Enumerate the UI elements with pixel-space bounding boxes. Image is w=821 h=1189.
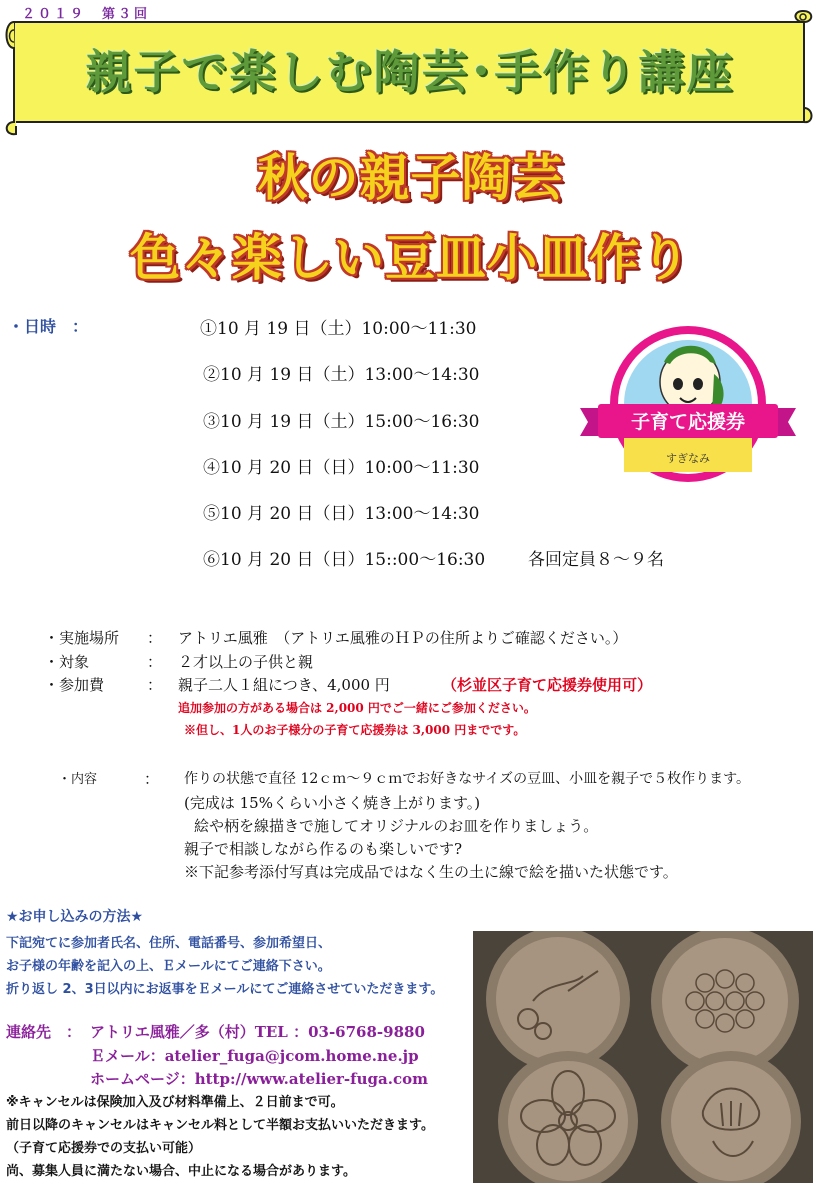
headline-1: 秋の親子陶芸 — [257, 149, 564, 207]
content-line-5: ※下記参考添付写真は完成品ではなく生の土に線で絵を描いた状態です。 — [184, 863, 678, 881]
content-sep: ： — [144, 770, 160, 788]
fee-extra-note: 追加参加の方がある場合は 2,000 円でご一緒にご参加ください。 — [178, 701, 536, 715]
session-1: ①10 月 19 日（土）10:00～11:30 — [200, 319, 477, 339]
schedule-label: ・日時 ： — [8, 317, 89, 336]
fee-value: 親子二人１組につき、4,000 円 — [178, 676, 390, 694]
content-line-2: (完成は 15%くらい小さく焼き上がります。) — [184, 794, 481, 812]
fee-coupon-note: （杉並区子育て応援券使用可） — [442, 676, 653, 694]
target-value: ２才以上の子供と親 — [178, 653, 314, 671]
session-3: ③10 月 19 日（土）15:00～16:30 — [203, 412, 480, 432]
coupon-badge-text: 子育て応援券 — [630, 411, 746, 433]
target-sep: ： — [147, 653, 163, 671]
edition-tag: ２０１９ 第３回 — [22, 7, 151, 22]
session-2: ②10 月 19 日（土）13:00～14:30 — [203, 365, 480, 385]
apply-title: ★お申し込みの方法★ — [6, 909, 144, 925]
note-3: （子育て応援券での支払い可能） — [6, 1141, 202, 1156]
place-value: アトリエ風雅 （アトリエ風雅のＨＰの住所よりご確認ください。） — [178, 629, 628, 647]
content-line-4: 親子で相談しながら作るのも楽しいです? — [184, 840, 463, 858]
pottery-plates-photo — [473, 931, 813, 1183]
fee-sep: ： — [147, 676, 163, 694]
contact-label: 連絡先 ： — [6, 1023, 82, 1041]
place-label: ・実施場所 — [44, 629, 120, 647]
apply-line-1: 下記宛てに参加者氏名、住所、電話番号、参加希望日、 — [6, 936, 332, 951]
headline-2: 色々楽しい豆皿小皿作り — [130, 229, 691, 287]
content-line-1: 作りの状態で直径 12ｃｍ～９ｃｍでお好きなサイズの豆皿、小皿を親子で５枚作ります。 — [184, 771, 751, 787]
contact-tel: アトリエ風雅／多（村）TEL ：03-6768-9880 — [90, 1023, 425, 1041]
contact-homepage[interactable]: ホームページ：http://www.atelier-fuga.com — [90, 1070, 428, 1088]
fee-label: ・参加費 — [44, 676, 105, 694]
session-4: ④10 月 20 日（日）10:00～11:30 — [203, 458, 480, 478]
fee-coupon-limit: ※但し、1人のお子様分の子育て応援券は 3,000 円までです。 — [184, 723, 526, 737]
content-line-3: 絵や柄を線描きで施してオリジナルのお皿を作りましょう。 — [194, 817, 599, 835]
session-5: ⑤10 月 20 日（日）13:00～14:30 — [203, 504, 480, 524]
target-label: ・対象 — [44, 653, 90, 671]
banner-title: 親子で楽しむ陶芸･手作り講座 — [85, 45, 735, 99]
content-label: ・内容 — [58, 772, 98, 787]
plate-bird — [486, 931, 630, 1071]
note-1: ※キャンセルは保険加入及び材料準備上、２日前まで可。 — [6, 1095, 344, 1110]
session-6: ⑥10 月 20 日（日）15::00～16:30 — [203, 550, 486, 570]
apply-line-2: お子様の年齢を記入の上、Ｅメールにてご連絡下さい。 — [6, 959, 331, 974]
note-4: 尚、募集人員に満たない場合、中止になる場合があります。 — [6, 1164, 356, 1179]
coupon-badge-sub: すぎなみ — [666, 452, 710, 465]
kosodate-coupon-logo — [574, 322, 802, 488]
apply-line-3: 折り返し 2、3日以内にお返事をＥメールにてご連絡させていただきます。 — [6, 982, 444, 997]
capacity-note: 各回定員８～９名 — [528, 550, 664, 570]
contact-email[interactable]: Ｅメール：atelier_fuga@jcom.home.ne.jp — [90, 1047, 419, 1065]
place-sep: ： — [147, 629, 163, 647]
note-2: 前日以降のキャンセルはキャンセル料として半額お支払いいただきます。 — [6, 1118, 434, 1133]
